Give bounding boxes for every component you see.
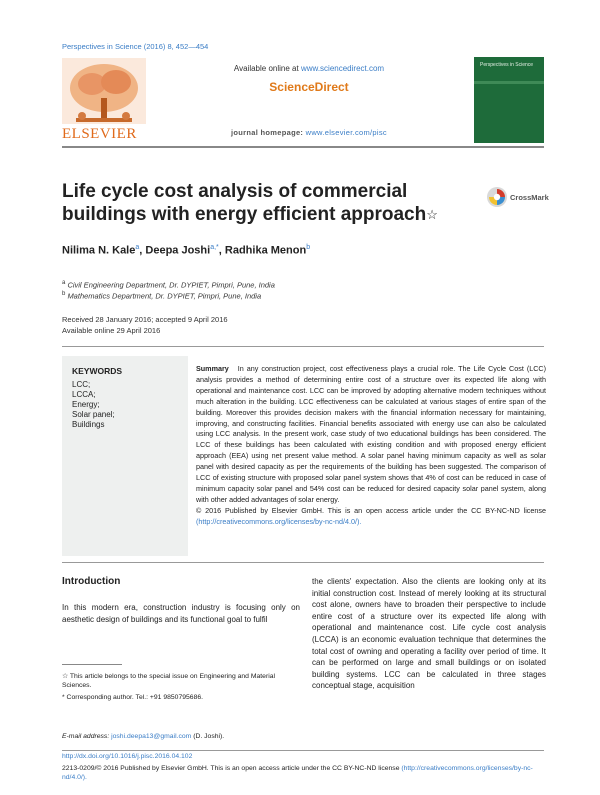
footnote-corresponding: * Corresponding author. Tel.: +91 9850795686.	[62, 694, 204, 701]
cover-band	[474, 81, 544, 84]
affiliation	[62, 280, 275, 290]
crossmark-icon	[486, 186, 508, 208]
sciencedirect-link[interactable]: www.sciencedirect.com	[300, 64, 385, 73]
author-name: Nilima N. Kale	[62, 244, 136, 257]
available-prefix: Available online at	[233, 64, 299, 73]
author-affiliation-mark[interactable]: a,*	[210, 244, 219, 251]
affiliation-text: Mathematics Department, Dr. DYPIET, Pimpri, Pune, India	[67, 291, 262, 301]
affiliation-mark: a	[62, 280, 66, 286]
footer-license-link[interactable]: (http://creativecommons.org/licenses/by-nc-nd/4.0/).	[62, 765, 533, 781]
journal-reference[interactable]: Perspectives in Science (2016) 8, 452—454	[62, 42, 209, 51]
received-date: Received 28 January 2016; accepted 9 April 2016	[62, 315, 228, 324]
keyword-item: Energy;	[72, 400, 100, 409]
author-name: Radhika Menon	[224, 244, 307, 257]
email-label: E-mail address:	[62, 733, 110, 740]
elsevier-tree-logo	[62, 58, 146, 136]
title-text: Life cycle cost analysis of commercial buildings with energy efficient approach	[62, 181, 427, 225]
keyword-item: Buildings	[72, 420, 105, 429]
cover-title: Perspectives in Science	[480, 62, 534, 68]
journal-cover-image	[474, 57, 544, 143]
crossmark-badge[interactable]	[486, 186, 549, 210]
journal-homepage	[152, 128, 466, 137]
author-list: Nilima N. Kale$^a$, Deepa Joshi$^{a,*}$, Radhika Menon$^b$	[62, 244, 311, 257]
abstract-copyright: © 2016 Published by Elsevier GmbH. This is an open access article under the CC BY-NC-ND license	[196, 505, 546, 515]
email-owner: (D. Joshi).	[193, 733, 225, 740]
affiliation-text: Civil Engineering Department, Dr. DYPIET, Pimpri, Pune, India	[67, 280, 275, 290]
email-link[interactable]: joshi.deepa13@gmail.com	[111, 733, 192, 740]
publisher-wordmark: ELSEVIER	[62, 126, 137, 142]
abstract	[196, 364, 546, 528]
author-name: Deepa Joshi	[145, 244, 211, 257]
header-rule	[62, 146, 544, 148]
online-date: Available online 29 April 2016	[62, 326, 161, 335]
keywords-box	[62, 356, 188, 556]
available-online	[152, 64, 466, 73]
abstract-text: In any construction project, cost effectiveness plays a crucial role. The Life Cycle Cost (LCC) analysis provides a method of determining entire cost of a structure over its expected life along with operational and maintenance cost. LCC can be improved by adopting alternative modern techniques without much alteration in the building. LCC effectiveness can be calculated at various stages of entire span of the building. Moreover this provides decision makers with the financial information necessary for maintaining, improving, and constructing facilities. Financial benefits associated with energy use can also be calculated using LCC analysis. In the present work, case study of two educational buildings has been considered. The LCC of these buildings has been calculated with existing condition and with proposed energy efficient approach (EEA) using net present value method. A solar panel having minimum capacity as well as solar panel with desired capacity as per the requirements of the building has been suggested. The comparison of LCC of existing structure with proposed solar panel system shows that 4% of cost can be reduced in case of minimum capacity solar panel and 54% cost can be reduced for desired capacity solar panel system, along with other added advantages of solar energy.	[196, 364, 546, 504]
keywords-heading: KEYWORDS	[72, 366, 123, 376]
footnote-email	[62, 733, 224, 740]
homepage-prefix: journal homepage:	[231, 128, 304, 137]
footer-rule	[62, 750, 544, 751]
body-text-right: the clients' expectation. Also the clients are looking only at its initial construction cost. Instead of merely looking at its structural cost alone, owners have to broaden their perspective to include entire cost of a structure over its expected life along with operational and maintenance cost. Life cycle cost analysis (LCCA) is an economic evaluation technique that determines the total cost of owning and operating a facility over period of time. It can be performed on large and small buildings or on isolated building systems. LCC can be calculated in three stages conceptual stage, acquisition	[312, 577, 546, 691]
section-heading: Introduction	[62, 576, 121, 587]
keyword-item: Solar panel;	[72, 410, 115, 419]
dates-rule	[62, 346, 544, 347]
author-affiliation-mark[interactable]: b	[306, 244, 311, 251]
body-text-left: In this modern era, construction industry is focusing only on aesthetic design of buildings and its functional goal to fulfil	[62, 603, 300, 624]
sciencedirect-logo: ScienceDirect	[269, 80, 349, 94]
footer-license	[62, 764, 546, 782]
article-title	[62, 180, 462, 226]
title-footnote-mark[interactable]: ☆	[426, 207, 438, 222]
abstract-label: Summary	[196, 364, 229, 373]
journal-homepage-link[interactable]: www.elsevier.com/pisc	[305, 128, 387, 137]
affiliation	[62, 291, 261, 301]
keyword-item: LCC;	[72, 380, 91, 389]
abstract-rule	[62, 562, 544, 563]
author-affiliation-mark[interactable]: a	[135, 244, 140, 251]
journal-header	[152, 58, 466, 142]
issn-text: 2213-0209/© 2016 Published by Elsevier GmbH. This is an open access article under the CC BY-NC-ND license	[62, 765, 400, 772]
doi-link[interactable]: http://dx.doi.org/10.1016/j.pisc.2016.04.102	[62, 753, 193, 760]
footnote-special-issue: ☆ This article belongs to the special issue on Engineering and Material Sciences.	[62, 673, 276, 689]
affiliation-mark: b	[62, 291, 66, 297]
keyword-item: LCCA;	[72, 390, 96, 399]
crossmark-label: CrossMark	[510, 193, 549, 202]
abstract-license-link[interactable]: (http://creativecommons.org/licenses/by-nc-nd/4.0/).	[196, 516, 362, 526]
footnote-rule	[62, 664, 122, 665]
